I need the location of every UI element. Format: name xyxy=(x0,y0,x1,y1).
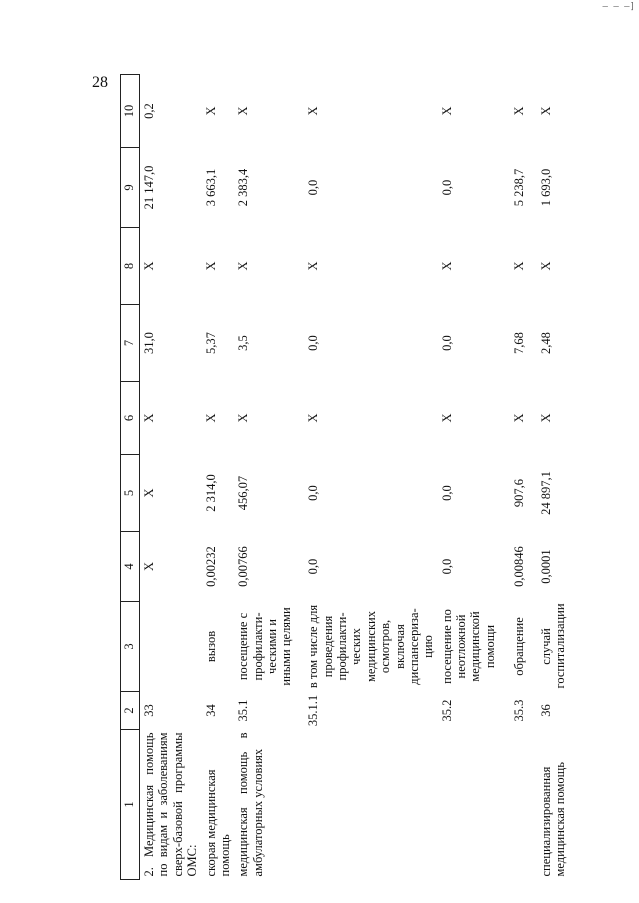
table-cell: 0,0 xyxy=(439,558,454,575)
table-cell: 3,5 xyxy=(236,335,251,351)
table-cell: Х xyxy=(142,413,156,423)
table-cell: 35.1 xyxy=(236,699,251,722)
table-cell: 2 314,0 xyxy=(203,474,218,512)
table-cell: 0,0 xyxy=(439,485,454,501)
data-table xyxy=(120,74,577,880)
table-cell: 2,48 xyxy=(538,332,553,354)
table-cell: 35.1.1 xyxy=(306,694,321,727)
table-cell: посещение с профилакти-ческими и иными целями xyxy=(236,607,294,686)
table-cell: 1 693,0 xyxy=(538,168,553,207)
table-cell: 36 xyxy=(538,704,553,717)
table-row xyxy=(140,75,202,880)
table-cell: 0,0 xyxy=(306,335,321,351)
table-cell: Х xyxy=(203,106,218,116)
header-cell: 5 xyxy=(121,455,140,532)
header-cell: 9 xyxy=(121,148,140,228)
table-cell xyxy=(140,602,202,692)
table-cell: Х xyxy=(236,413,251,423)
table-cell: 0,00232 xyxy=(203,546,218,587)
table-cell: Х xyxy=(538,261,553,271)
header-row xyxy=(121,75,140,880)
table-cell: 34 xyxy=(203,704,218,717)
corner-mark: – – –] xyxy=(602,2,635,12)
header-cell: 4 xyxy=(121,532,140,602)
table-cell: 907,6 xyxy=(511,478,526,508)
table-cell: 35.3 xyxy=(511,699,526,722)
table-cell: обращение xyxy=(511,617,526,676)
header-cell: 10 xyxy=(121,75,140,148)
table-row xyxy=(510,75,537,880)
table-cell: случай госпитализации xyxy=(538,603,567,689)
table-cell: Х xyxy=(203,413,218,423)
table-cell: Х xyxy=(306,413,321,423)
table-cell xyxy=(438,730,510,880)
table-cell: специализированная медицинская помощь xyxy=(538,762,567,877)
table-cell: 21 147,0 xyxy=(142,165,156,210)
table-cell: 0,0 xyxy=(439,335,454,351)
table-cell: 2. Медицинская помощь по видам и заболеваниям сверх-базовой программы ОМС: xyxy=(142,732,200,877)
table-cell: 31,0 xyxy=(142,332,156,354)
header-cell: 6 xyxy=(121,382,140,455)
table-cell: Х xyxy=(306,106,321,116)
header-cell: 2 xyxy=(121,692,140,730)
table-cell: 0,0 xyxy=(306,179,321,196)
table-cell: Х xyxy=(142,561,156,572)
table-cell: 0,2 xyxy=(142,103,156,119)
table-row xyxy=(438,75,510,880)
header-cell: 7 xyxy=(121,305,140,382)
table-cell xyxy=(510,730,537,880)
table-cell: посещение по неотложной медицинской помощи xyxy=(439,609,497,684)
table-cell: 0,0 xyxy=(306,485,321,501)
table-cell: 5,37 xyxy=(203,332,218,354)
table-cell: 0,0001 xyxy=(538,549,553,584)
table-cell: вызов xyxy=(203,630,218,663)
table-cell: 35.2 xyxy=(439,699,454,722)
table-cell: 0,00766 xyxy=(236,546,251,587)
table-row xyxy=(304,75,437,880)
table-cell: Х xyxy=(511,261,526,271)
table-cell: медицинская помощь в амбулаторных условиях xyxy=(236,732,265,877)
table-cell: Х xyxy=(439,413,454,423)
rotated-table-area xyxy=(120,75,567,880)
header-cell: 3 xyxy=(121,602,140,692)
table-cell: 33 xyxy=(142,704,156,717)
table-row xyxy=(234,75,304,880)
header-cell: 1 xyxy=(121,730,140,880)
header-cell: 8 xyxy=(121,228,140,305)
table-cell: Х xyxy=(538,413,553,423)
table-cell: Х xyxy=(511,413,526,423)
table-cell: Х xyxy=(142,261,156,271)
page-number: 28 xyxy=(92,74,108,91)
table-cell: скорая медицинская помощь xyxy=(203,769,232,877)
table-cell: Х xyxy=(439,261,454,271)
table-cell: 3 663,1 xyxy=(203,168,218,207)
table-cell: 0,0 xyxy=(306,558,321,575)
table-cell: 456,07 xyxy=(236,475,251,511)
table-cell xyxy=(304,730,437,880)
table-cell: Х xyxy=(142,488,156,498)
table-row xyxy=(537,75,577,880)
table-cell: Х xyxy=(439,106,454,116)
table-cell: Х xyxy=(511,106,526,116)
table-cell: в том числе для проведения профилакти-ческих медицинских осмотров, включая диспансериза-цию xyxy=(306,604,436,689)
table-cell: 2 383,4 xyxy=(236,168,251,207)
table-row xyxy=(202,75,235,880)
table-cell: Х xyxy=(538,106,553,116)
table-cell: Х xyxy=(236,106,251,116)
table-cell: 24 897,1 xyxy=(538,471,553,515)
table-cell: 0,00846 xyxy=(511,546,526,587)
table-cell: Х xyxy=(306,261,321,271)
table-cell: 0,0 xyxy=(439,179,454,196)
table-cell: Х xyxy=(203,261,218,271)
rotated-table-content xyxy=(120,75,567,880)
table-cell: 7,68 xyxy=(511,332,526,354)
table-cell: Х xyxy=(236,261,251,271)
table-cell: 5 238,7 xyxy=(511,168,526,207)
